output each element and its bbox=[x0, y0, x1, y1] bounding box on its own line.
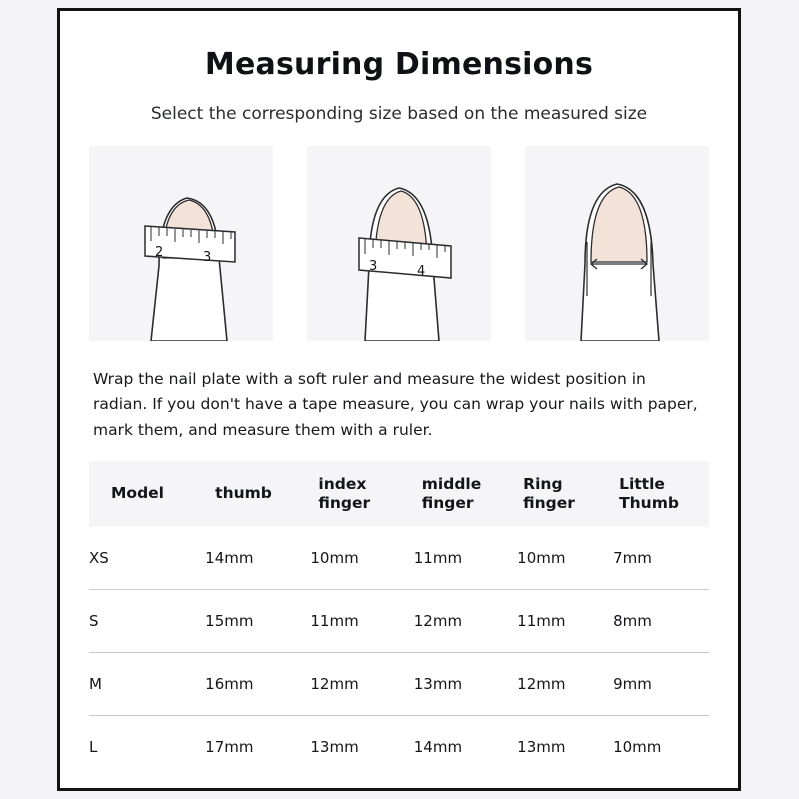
svg-text:4: 4 bbox=[417, 264, 426, 279]
cell-model: L bbox=[89, 737, 98, 756]
svg-text:3: 3 bbox=[203, 250, 212, 265]
width-measure-diagram bbox=[525, 146, 709, 341]
cell-little: 9mm bbox=[613, 652, 709, 715]
svg-text:3: 3 bbox=[369, 259, 378, 274]
cell-index: 12mm bbox=[310, 652, 413, 715]
header-middle-finger: middle finger bbox=[421, 474, 482, 512]
header-index-finger: index finger bbox=[318, 474, 371, 512]
size-table-header bbox=[89, 461, 709, 527]
header-thumb: thumb bbox=[215, 484, 272, 503]
cell-little: 7mm bbox=[613, 527, 709, 590]
cell-thumb: 16mm bbox=[205, 652, 310, 715]
page-title: Measuring Dimensions bbox=[204, 47, 594, 82]
svg-text:2: 2 bbox=[155, 245, 164, 260]
cell-thumb: 17mm bbox=[205, 737, 254, 756]
cell-index: 13mm bbox=[310, 737, 359, 756]
cell-thumb: 14mm bbox=[205, 527, 310, 590]
header-little-thumb: Little Thumb bbox=[619, 474, 679, 512]
cell-index: 10mm bbox=[310, 527, 413, 590]
cell-middle: 14mm bbox=[413, 737, 463, 756]
table-header-row bbox=[89, 461, 709, 527]
cell-index: 11mm bbox=[310, 589, 413, 652]
header-ring-finger: Ring finger bbox=[523, 474, 575, 512]
page-subtitle: Select the corresponding size based on the measured size bbox=[150, 104, 648, 124]
cell-ring: 13mm bbox=[517, 737, 566, 756]
table-row bbox=[89, 527, 709, 590]
thumb-measure-diagram bbox=[89, 146, 273, 341]
poster-frame bbox=[57, 8, 741, 791]
size-table-wrap bbox=[89, 461, 709, 778]
finger-measure-diagram bbox=[307, 146, 491, 341]
cell-middle: 13mm bbox=[414, 652, 517, 715]
header-model: Model bbox=[111, 484, 164, 503]
cell-little: 8mm bbox=[613, 589, 709, 652]
instructions-text: Wrap the nail plate with a soft ruler and measure the widest position in radian. If you don't have a tape measure, you can wrap your nails with paper, mark them, and measure them with a ruler. bbox=[93, 370, 698, 439]
size-table-body bbox=[89, 527, 709, 778]
cell-ring: 10mm bbox=[517, 527, 613, 590]
size-table bbox=[89, 461, 709, 778]
cell-model: M bbox=[89, 652, 205, 715]
cell-little: 10mm bbox=[613, 737, 662, 756]
cell-ring: 11mm bbox=[517, 589, 613, 652]
figure-row bbox=[89, 146, 709, 341]
cell-thumb: 15mm bbox=[205, 589, 310, 652]
cell-model: XS bbox=[89, 527, 205, 590]
cell-ring: 12mm bbox=[517, 652, 613, 715]
table-row bbox=[89, 589, 709, 652]
cell-model: S bbox=[89, 589, 205, 652]
cell-middle: 12mm bbox=[414, 589, 517, 652]
size-guide-card bbox=[60, 11, 738, 788]
table-row bbox=[89, 715, 709, 778]
cell-middle: 11mm bbox=[414, 527, 517, 590]
table-row bbox=[89, 652, 709, 715]
